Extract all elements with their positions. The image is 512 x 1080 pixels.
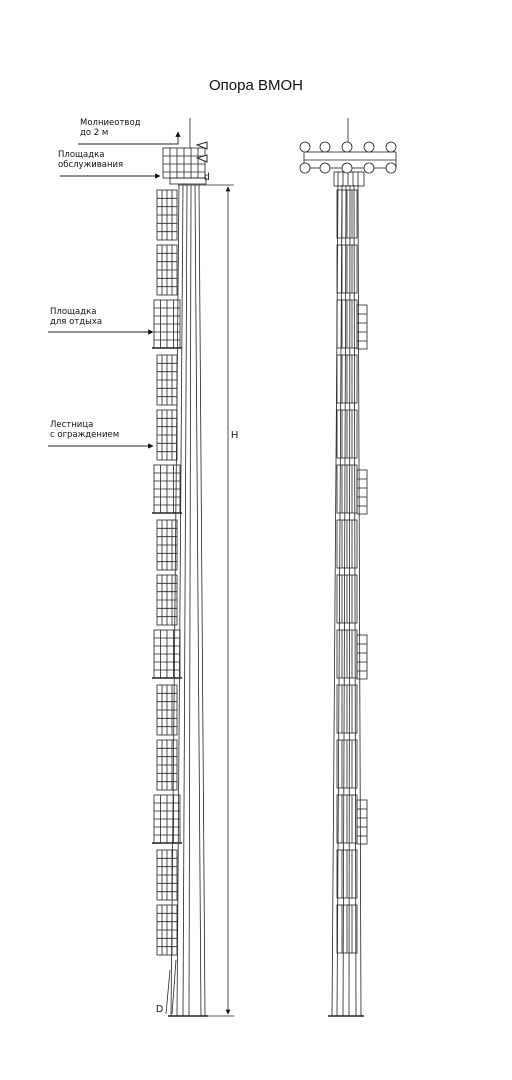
callout-arrows [48, 132, 178, 446]
front-view [300, 118, 396, 1016]
ladder-cage-segment [157, 245, 177, 295]
base-diameter-label: D [156, 1004, 164, 1015]
service-platform-label: Площадка обслуживания [58, 150, 124, 170]
ladder-cage-segment [337, 465, 367, 514]
floodlight-icon [197, 142, 207, 162]
ladder-cage-segment [152, 465, 182, 513]
ladder-cage-segment [157, 740, 177, 790]
ladder-cage-segment [337, 795, 367, 844]
ladder-cage-segment [157, 520, 177, 570]
top-diameter-label: d [204, 172, 210, 183]
ladder-cage-segment [337, 630, 367, 679]
ladder-cage-segment [157, 410, 177, 460]
height-dimension-line [200, 185, 234, 1016]
height-dimension-label: H [231, 430, 239, 441]
mast-shaft-front [328, 118, 364, 1016]
ladder-cage-segment [337, 850, 357, 898]
ladder-cage-segment [337, 355, 357, 403]
ladder-cage-segment [157, 190, 177, 240]
side-view [48, 118, 234, 1016]
ladder-cage-segment [152, 795, 182, 843]
ladder-cage-segment [157, 905, 177, 955]
ladder-label: Лестница с ограждением [50, 420, 120, 440]
service-platform-top [163, 118, 206, 184]
ladder-cage-segment [337, 685, 357, 733]
ladder-cage-segment [152, 630, 182, 678]
lightning-rod-label: Молниеотвод до 2 м [80, 118, 141, 138]
diagram-title: Опора ВМОН [209, 77, 303, 94]
floodlight-icon [300, 142, 396, 152]
ladder-cage-segment [157, 355, 177, 405]
ladder-cage-segment [157, 850, 177, 900]
ladder-cage-segment [337, 740, 357, 788]
rest-platform-label: Площадка для отдыха [50, 307, 103, 327]
ladder-cage-segment [337, 410, 357, 458]
ladder-cage-segment [337, 905, 357, 953]
ladder-cage-segment [157, 575, 177, 625]
